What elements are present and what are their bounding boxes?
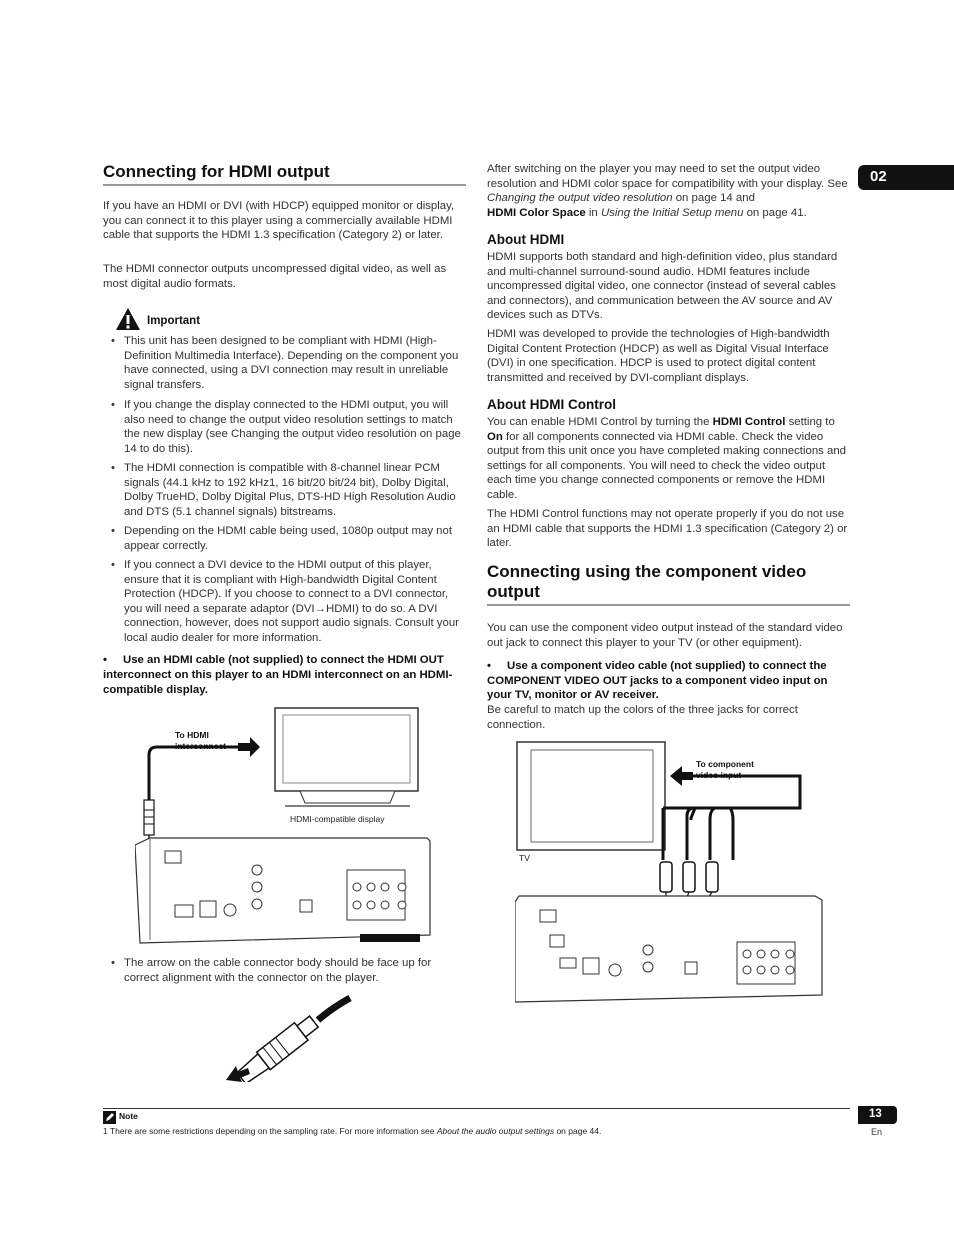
about-hdmi-control-para-2: The HDMI Control functions may not operate properly if you do not use an HDMI cable that supports the HDMI 1.3 specification (Category 2) or later. [487, 508, 848, 550]
bullet-text: If you change the display connected to the HDMI output, you will also need to change the output video resolution settings to match the new display (see Changing the output video resolution on page 14 to do this). [124, 399, 461, 455]
bullet-text: The arrow on the cable connector body should be face up for correct alignment with the connector on the player. [124, 957, 432, 984]
label-to-component-video-input: To component video input [696, 759, 754, 780]
note-label: Note [119, 1111, 138, 1121]
arrow-alignment-bullet: • The arrow on the cable connector body should be face up for correct alignment with the connector on the player. [111, 957, 432, 984]
left-heading: Connecting for HDMI output [103, 162, 330, 181]
component-heading: Connecting using the component video output [487, 562, 807, 601]
language-label: En [871, 1127, 883, 1137]
component-para-1: You can use the component video output instead of the standard video out jack to connect this player to your TV (or other equipment). [487, 622, 843, 649]
control-text-c: for all components connected via HDMI cable. Check the video output from this unit once you have completed making connections and settings for all components. You will need to check the video output each time you change connected components or remove the HDMI cable. [487, 430, 847, 501]
bullet-text: If you connect a DVI device to the HDMI output of this player, ensure that it is compliant with High-bandwidth Digital Content Protection (HDCP). If you choose to connect to a DVI connector, you will need a separate adaptor (DVI→HDMI) to do so. A DVI connection, however, does not support audio signals. Consult your local audio dealer for more information. [124, 559, 459, 644]
chapter-tab [858, 165, 954, 190]
important-bullet-5: • If you connect a DVI device to the HDMI output of this player, ensure that it is compliant with High-bandwidth Digital Content Protection (HDCP). If you choose to connect to a DVI connector, you will need a separate adaptor (DVI→HDMI) to do so. A DVI connection, however, does not support audio signals. Consult your local audio dealer for more information. [111, 559, 459, 644]
warning-hand-icon [115, 307, 141, 331]
player-rear-panel [515, 896, 822, 1002]
label-tv: TV [519, 853, 530, 863]
hdmi-plug-illustration [222, 994, 354, 1082]
hdmi-instruction-text: Use an HDMI cable (not supplied) to connect the HDMI OUT interconnect on this player to an HDMI interconnect on an HDMI-compatible display. [103, 654, 453, 696]
hdmi-instruction: • Use an HDMI cable (not supplied) to connect the HDMI OUT interconnect on this player to an HDMI interconnect on an HDMI-compatible display. [103, 654, 453, 696]
chapter-number: 02 [870, 168, 887, 185]
arrow-to-tv [670, 766, 693, 786]
right-intro [487, 162, 849, 220]
about-hdmi-para-1: HDMI supports both standard and high-definition video, plus standard and multi-channel surround-sound audio. HDMI features include uncompressed digital video, one connector (instead of several cables and connectors), and communication between the AV source and AV devices such as DTVs. [487, 251, 838, 322]
bullet-text: This unit has been designed to be compliant with HDMI (High-Definition Multimedia Interface). Depending on the component you have connected, using a DVI connection may result in unreliable signal transfers. [124, 335, 459, 391]
player-rear-panel [135, 838, 430, 943]
control-text-a: You can enable HDMI Control by turning the [487, 416, 713, 428]
intro-hdmi-color-space: HDMI Color Space [487, 206, 586, 219]
about-hdmi-para-2: HDMI was developed to provide the technologies of High-bandwidth Digital Content Protection (HDCP) as well as Digital Visual Interface (DVI) in one specification. HDCP is used to protect digital content transmitted and received by DVI-compliant displays. [487, 328, 830, 384]
intro-text-c: in [585, 206, 601, 219]
bullet-text: Depending on the HDMI cable being used, 1080p output may not appear correctly. [124, 525, 453, 552]
page-number: 13 [869, 1108, 882, 1120]
component-cables [687, 776, 800, 860]
intro-text-b: on page 14 and [672, 192, 755, 205]
about-hdmi-control-heading: About HDMI Control [487, 397, 616, 412]
left-heading-rule [103, 184, 466, 186]
footnote [103, 1126, 601, 1136]
control-text-b: setting to [785, 416, 835, 428]
component-heading-rule [487, 604, 850, 606]
note-pencil-icon [103, 1111, 116, 1124]
footnote-link[interactable]: About the audio output settings [436, 1126, 555, 1136]
important-bullet-4: • Depending on the HDMI cable being used, 1080p output may not appear correctly. [111, 525, 453, 552]
important-bullet-3: • The HDMI connection is compatible with 8-channel linear PCM signals (44.1 kHz to 192 kHz1, 16 bit/20 bit/24 bit), Dolby Digital, Dolby TrueHD, Dolby Digital Plus, DTS-HD High Resolution Audio and DTS (5.1 channel signals) bitstreams. [111, 462, 456, 518]
component-para-2: Be careful to match up the colors of the three jacks for correct connection. [487, 704, 798, 731]
intro-text-d: on page 41. [743, 206, 807, 219]
label-hdmi-compatible-display: HDMI-compatible display [290, 814, 385, 824]
left-para-1: If you have an HDMI or DVI (with HDCP) equipped monitor or display, you can connect it to this player using a commercially available HDMI cable that supports the HDMI 1.3 specification (Category 2) or later. [103, 200, 455, 242]
page-number-tab [858, 1106, 897, 1124]
component-connection-diagram [515, 740, 830, 1020]
important-label: Important [147, 315, 201, 327]
footnote-text-b: on page 44. [554, 1126, 602, 1136]
component-instruction: • Use a component video cable (not supplied) to connect the COMPONENT VIDEO OUT jacks to a component video input on your TV, monitor or AV receiver. [487, 660, 828, 702]
about-hdmi-control-para-1 [487, 415, 849, 503]
bullet-text: The HDMI connection is compatible with 8-channel linear PCM signals (44.1 kHz to 192 kHz1, 16 bit/20 bit/24 bit), Dolby Digital, Dolby TrueHD, Dolby Digital Plus, DTS-HD High Resolution Audio and DTS (5.1 channel signals) bitstreams. [124, 462, 456, 518]
important-bullet-1: • This unit has been designed to be compliant with HDMI (High-Definition Multimedia Interface). Depending on the component you have connected, using a DVI connection may result in unreliable signal transfers. [111, 335, 459, 391]
tv-illustration [517, 742, 665, 850]
footer-rule [103, 1108, 850, 1109]
label-to-hdmi-interconnect: To HDMI interconnect [175, 730, 227, 751]
intro-text-a: After switching on the player you may need to set the output video resolution and HDMI color space for compatibility with your display. See [487, 163, 848, 190]
hdmi-display-illustration [275, 708, 418, 806]
control-bold-hdmi-control: HDMI Control [712, 416, 786, 428]
intro-link-initial-setup[interactable]: Using the Initial Setup menu [600, 206, 744, 219]
footnote-text-a: 1 There are some restrictions depending on the sampling rate. For more information see [103, 1126, 437, 1136]
control-bold-on: On [487, 430, 503, 443]
about-hdmi-heading: About HDMI [487, 232, 565, 247]
important-bullet-2: • If you change the display connected to the HDMI output, you will also need to change the output video resolution settings to match the new display (see Changing the output video resolution on page 14 to do this). [111, 399, 461, 455]
intro-link-resolution[interactable]: Changing the output video resolution [487, 192, 673, 205]
left-para-2: The HDMI connector outputs uncompressed digital video, as well as most digital audio formats. [103, 263, 447, 290]
hdmi-cable [149, 747, 245, 800]
component-instruction-text: Use a component video cable (not supplied) to connect the COMPONENT VIDEO OUT jacks to a component video input on your TV, monitor or AV receiver. [487, 660, 828, 702]
